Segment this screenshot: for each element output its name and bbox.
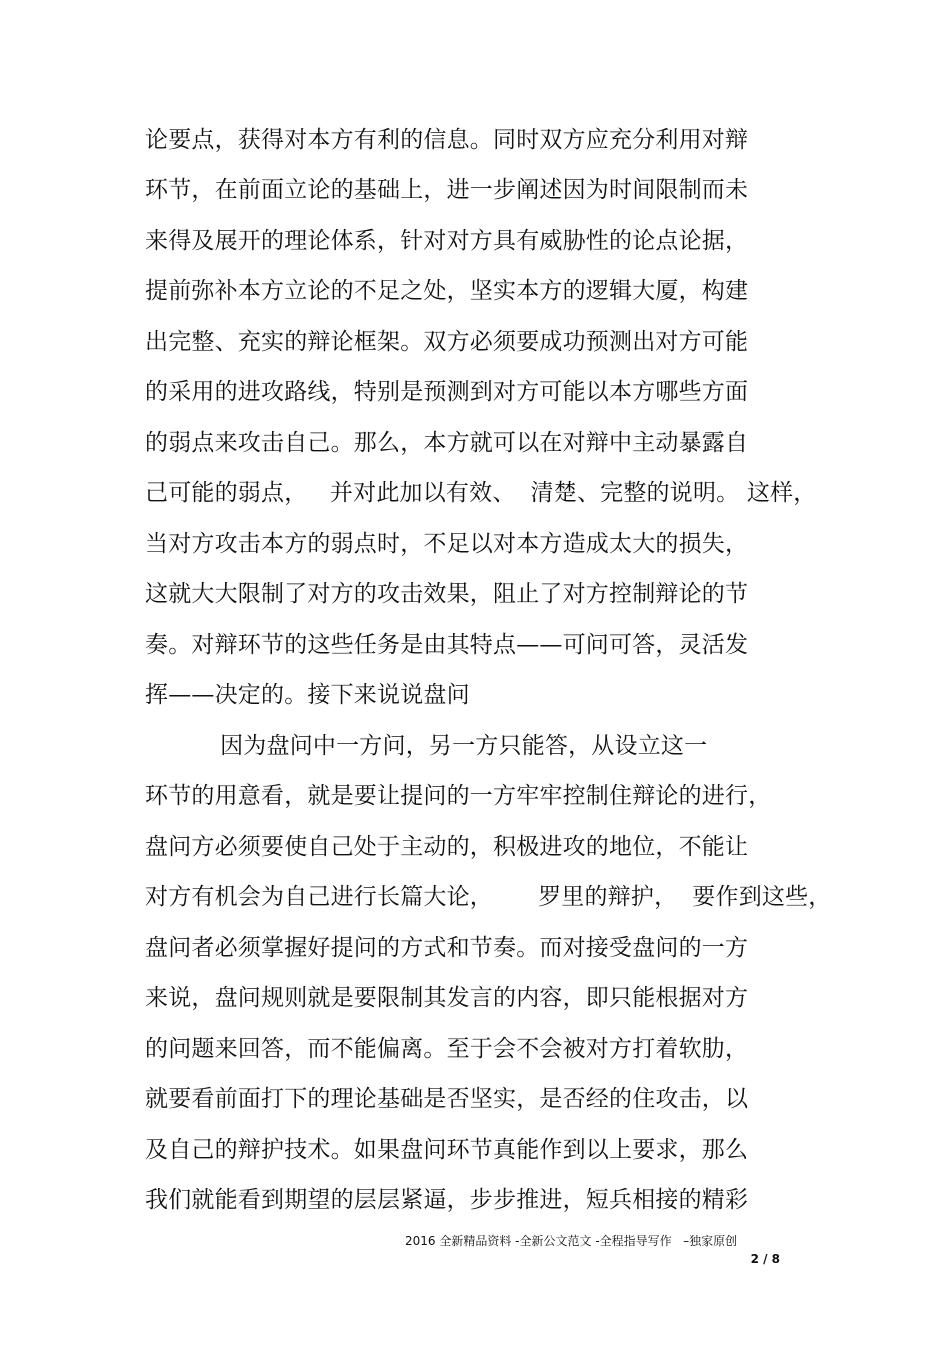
text-line-11: 奏。对辩环节的这些任务是由其特点——可问可答，灵活发 <box>145 632 749 658</box>
text-line-22: 我们就能看到期望的层层紧逼，步步推进，短兵相接的精彩 <box>145 1187 749 1213</box>
text-line-8: 己可能的弱点， 并对此加以有效、 清楚、完整的说明。 这样， <box>145 480 817 506</box>
text-line-9: 当对方攻击本方的弱点时，不足以对本方造成太大的损失， <box>145 531 749 557</box>
text-line-21: 及自己的辩护技术。如果盘问环节真能作到以上要求，那么 <box>145 1137 749 1163</box>
text-line-1: 论要点，获得对本方有利的信息。同时双方应充分利用对辩 <box>145 127 749 153</box>
text-line-5: 出完整、充实的辩论框架。双方必须要成功预测出对方可能 <box>145 329 749 355</box>
text-line-2: 环节，在前面立论的基础上，进一步阐述因为时间限制而未 <box>145 177 749 203</box>
text-line-4: 提前弥补本方立论的不足之处，坚实本方的逻辑大厦，构建 <box>145 278 749 304</box>
text-line-3: 来得及展开的理论体系，针对对方具有威胁性的论点论据， <box>145 228 749 254</box>
text-line-17: 盘问者必须掌握好提问的方式和节奏。而对接受盘问的一方 <box>145 935 749 961</box>
text-line-19: 的问题来回答，而不能偏离。至于会不会被对方打着软肋， <box>145 1036 749 1062</box>
text-line-10: 这就大大限制了对方的攻击效果，阻止了对方控制辩论的节 <box>145 581 749 607</box>
text-line-14: 环节的用意看，就是要让提问的一方牢牢控制住辩论的进行， <box>145 783 772 809</box>
page-number: 2 / 8 <box>750 1252 780 1266</box>
text-line-18: 来说，盘问规则就是要限制其发言的内容，即只能根据对方 <box>145 985 749 1011</box>
text-line-16: 对方有机会为自己进行长篇大论， 罗里的辩护， 要作到这些， <box>145 884 832 910</box>
text-line-20: 就要看前面打下的理论基础是否坚实，是否经的住攻击，以 <box>145 1086 749 1112</box>
text-line-12: 挥——决定的。接下来说说盘问 <box>145 682 470 708</box>
text-line-7: 的弱点来攻击自己。那么，本方就可以在对辩中主动暴露自 <box>145 430 749 456</box>
footer-note: 2016 全新精品资料 -全新公文范文 -全程指导写作 –独家原创 <box>405 1234 738 1248</box>
text-line-6: 的采用的进攻路线，特别是预测到对方可能以本方哪些方面 <box>145 379 749 405</box>
text-line-15: 盘问方必须要使自己处于主动的，积极进攻的地位，不能让 <box>145 834 749 860</box>
text-line-13: 因为盘问中一方问，另一方只能答，从设立这一 <box>145 733 708 759</box>
